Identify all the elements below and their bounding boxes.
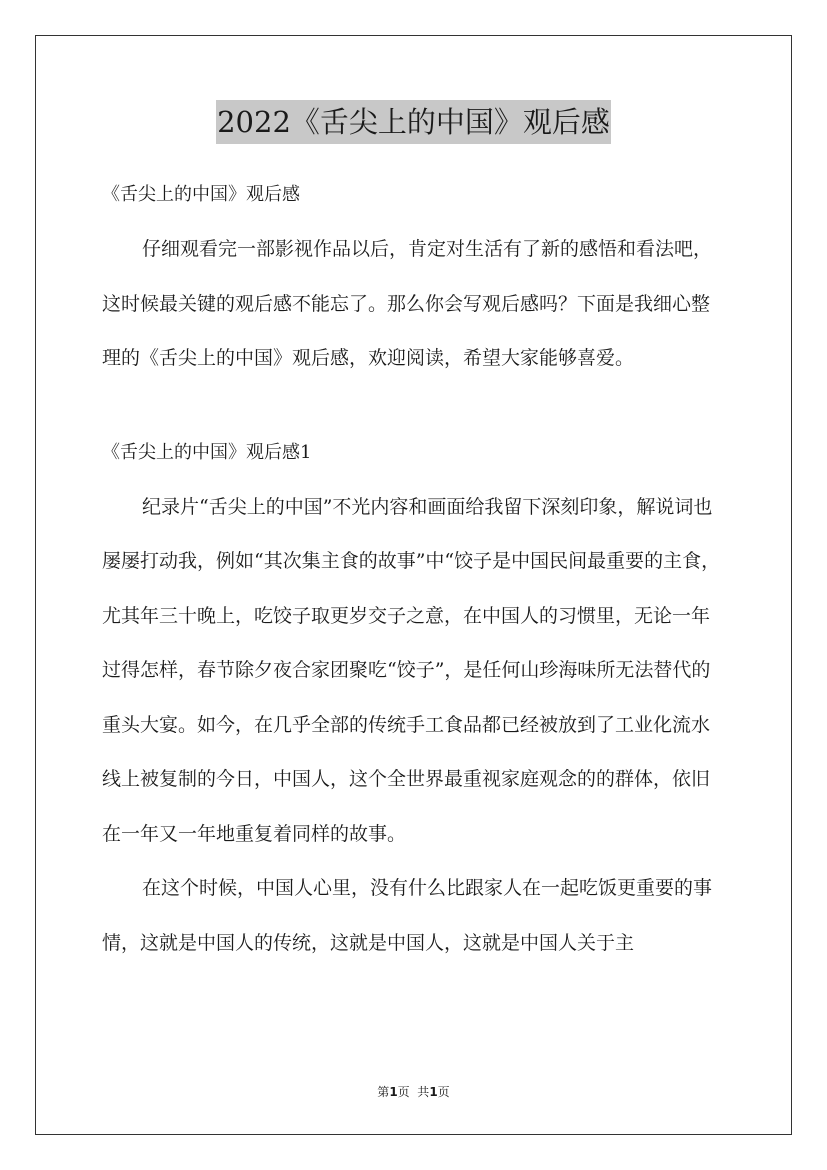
spacer [102, 386, 727, 426]
document-body [102, 168, 727, 970]
body-paragraph: 纪录片“舌尖上的中国”不光内容和画面给我留下深刻印象，解说词也屡屡打动我，例如“其次集主食的故事”中“饺子是中国民间最重要的主食，尤其年三十晚上，吃饺子取更岁交子之意，在中国人的习惯里，无论一年过得怎样，春节除夕夜合家团聚吃“饺子”，是任何山珍海味所无法替代的重头大宴。如今，在几乎全部的传统手工食品都已经被放到了工业化流水线上被复制的今日，中国人，这个全世界最重视家庭观念的的群体，依旧在一年又一年地重复着同样的故事。 [102, 495, 721, 845]
title-container [0, 100, 827, 144]
page-total: 1 [429, 1085, 438, 1099]
footer-prefix: 第 [377, 1085, 390, 1099]
footer-mid: 页 共 [397, 1085, 430, 1099]
intro-paragraph: 仔细观看完一部影视作品以后，肯定对生活有了新的感悟和看法吧，这时候最关键的观后感不能忘了。那么你会写观后感吗？下面是我细心整理的《舌尖上的中国》观后感，欢迎阅读，希望大家能够喜爱。 [102, 238, 713, 369]
page-number: 1 [389, 1085, 398, 1099]
footer-suffix: 页 [437, 1085, 450, 1099]
section-heading-1: 《舌尖上的中国》观后感1 [102, 441, 312, 463]
document-title: 2022《舌尖上的中国》观后感 [216, 100, 611, 144]
page-footer [0, 1083, 827, 1100]
section-heading: 《舌尖上的中国》观后感 [102, 184, 300, 205]
body-paragraph-2: 在这个时候，中国人心里，没有什么比跟家人在一起吃饭更重要的事情，这就是中国人的传统，这就是中国人，这就是中国人关于主 [102, 877, 713, 954]
